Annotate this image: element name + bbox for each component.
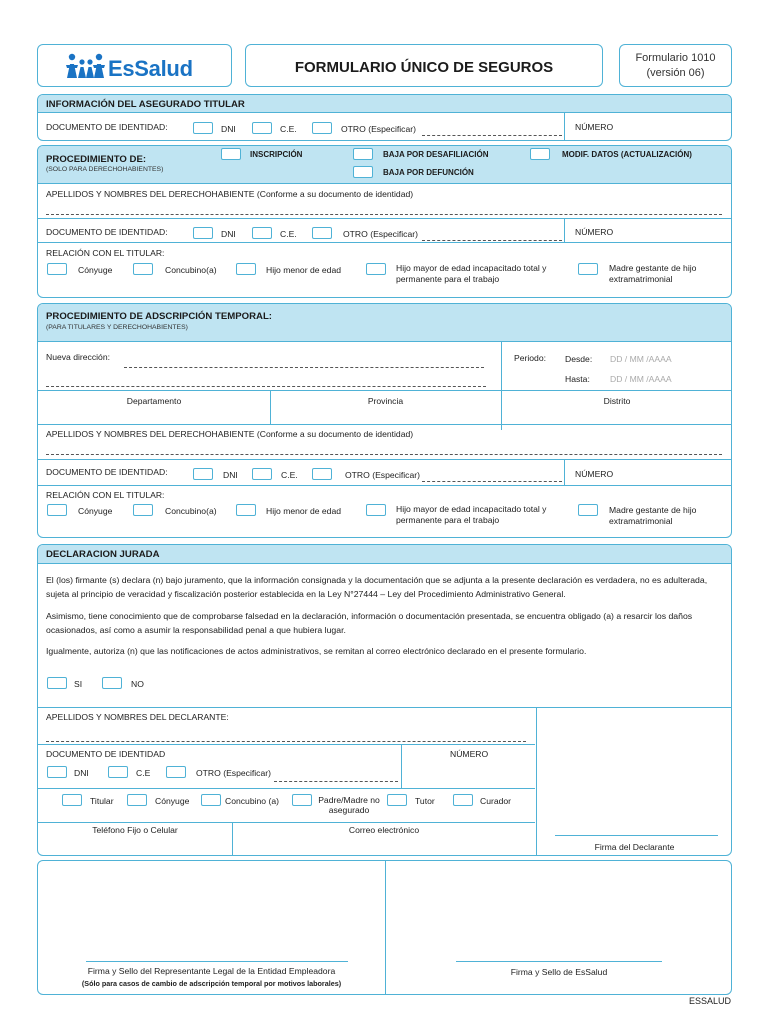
- section-header: [38, 304, 731, 342]
- nueva-direccion-field-2[interactable]: [46, 386, 486, 387]
- numero-label: NÚMERO: [575, 227, 614, 237]
- otro-checkbox[interactable]: [166, 766, 186, 778]
- concubino-label: Concubino(a): [165, 506, 217, 516]
- correo-label: Correo electrónico: [348, 825, 420, 835]
- doc-label: DOCUMENTO DE IDENTIDAD:: [46, 467, 168, 477]
- section-adscripcion: [37, 303, 732, 538]
- otro-field[interactable]: [422, 135, 562, 136]
- section-header: [38, 146, 731, 184]
- title-box: [245, 44, 603, 87]
- relacion-label: RELACIÓN CON EL TITULAR:: [46, 248, 165, 258]
- hasta-date-input[interactable]: DD / MM /AAAA: [610, 374, 672, 384]
- si-label: SI: [74, 679, 83, 689]
- ce-checkbox[interactable]: [252, 227, 272, 239]
- section-subtitle: (PARA TITULARES Y DERECHOHABIENTES): [46, 324, 188, 331]
- otro-checkbox[interactable]: [312, 227, 332, 239]
- dni-label: DNI: [221, 229, 236, 239]
- declaracion-paragraph-2: Asimismo, tiene conocimiento que de comprobarse falsedad en la declaración, información o documentación presentada, se encuentra obligado (a) a resarcir los daños ocasionados, así como a asumir la responsabilidad penal a que hubiera lugar.: [46, 611, 693, 635]
- ce-label: C.E.: [280, 229, 297, 239]
- divider: [536, 707, 537, 855]
- hijo-mayor-label: Hijo mayor de edad incapacitado total y permanente para el trabajo: [396, 263, 547, 284]
- concubino-label: Concubino (a): [225, 796, 279, 806]
- form-number: Formulario 1010: [635, 52, 716, 64]
- divider: [38, 390, 731, 391]
- modif-datos-checkbox[interactable]: [530, 148, 550, 160]
- otro-field[interactable]: [422, 240, 562, 241]
- section-title: DECLARACION JURADA: [46, 549, 160, 560]
- nueva-direccion-field-1[interactable]: [124, 367, 484, 368]
- footer-brand: ESSALUD: [688, 996, 731, 1006]
- divider: [564, 113, 565, 140]
- divider: [38, 485, 731, 486]
- madre-gestante-checkbox[interactable]: [578, 504, 598, 516]
- numero-label: NÚMERO: [575, 469, 614, 479]
- concubino-label: Concubino(a): [165, 265, 217, 275]
- hijo-mayor-checkbox[interactable]: [366, 263, 386, 275]
- conyuge-checkbox[interactable]: [127, 794, 147, 806]
- departamento-label: Departamento: [126, 396, 182, 406]
- madre-gestante-label: Madre gestante de hijo extramatrimonial: [609, 263, 697, 284]
- doc-label: DOCUMENTO DE IDENTIDAD:: [46, 227, 168, 237]
- divider: [38, 744, 535, 745]
- relacion-label: RELACIÓN CON EL TITULAR:: [46, 490, 165, 500]
- section-title: PROCEDIMIENTO DE:: [46, 154, 147, 165]
- baja-defuncion-checkbox[interactable]: [353, 166, 373, 178]
- padre-madre-checkbox[interactable]: [292, 794, 312, 806]
- distrito-label: Distrito: [603, 396, 631, 406]
- apellidos-field[interactable]: [46, 454, 722, 455]
- ce-label: C.E.: [281, 470, 298, 480]
- concubino-checkbox[interactable]: [133, 504, 153, 516]
- apellidos-label: APELLIDOS Y NOMBRES DEL DERECHOHABIENTE (Conforme a su documento de identidad): [46, 189, 414, 199]
- otro-field[interactable]: [422, 481, 562, 482]
- dni-checkbox[interactable]: [193, 122, 213, 134]
- section-header: [38, 545, 731, 564]
- numero-label: NÚMERO: [450, 749, 489, 759]
- no-checkbox[interactable]: [102, 677, 122, 689]
- curador-checkbox[interactable]: [453, 794, 473, 806]
- otro-field[interactable]: [274, 781, 398, 782]
- telefono-label: Teléfono Fijo o Celular: [92, 825, 178, 835]
- section-title: PROCEDIMIENTO DE ADSCRIPCIÓN TEMPORAL:: [46, 311, 272, 322]
- form-title: FORMULARIO ÚNICO DE SEGUROS: [294, 59, 554, 76]
- form-number-box: [619, 44, 732, 87]
- baja-defuncion-label: BAJA POR DEFUNCIÓN: [383, 168, 474, 177]
- ce-label: C.E: [136, 768, 151, 778]
- conyuge-label: Cónyuge: [155, 796, 190, 806]
- tutor-checkbox[interactable]: [387, 794, 407, 806]
- firma-declarante-line[interactable]: [555, 835, 718, 836]
- doc-label: DOCUMENTO DE IDENTIDAD: [46, 749, 166, 759]
- section-firmas: [37, 860, 732, 995]
- divider: [38, 707, 731, 708]
- conyuge-label: Cónyuge: [78, 506, 113, 516]
- concubino-checkbox[interactable]: [201, 794, 221, 806]
- divider: [564, 218, 565, 242]
- dni-checkbox[interactable]: [47, 766, 67, 778]
- divider: [401, 744, 402, 788]
- conyuge-checkbox[interactable]: [47, 263, 67, 275]
- ce-label: C.E.: [280, 124, 297, 134]
- hasta-label: Hasta:: [565, 374, 590, 384]
- desde-label: Desde:: [565, 354, 593, 364]
- firma-declarante-label: Firma del Declarante: [594, 842, 675, 852]
- conyuge-label: Cónyuge: [78, 265, 113, 275]
- firma-essalud-label: Firma y Sello de EsSalud: [510, 967, 608, 977]
- hijo-mayor-label: Hijo mayor de edad incapacitado total y permanente para el trabajo: [396, 504, 547, 525]
- essalud-family-icon: [66, 52, 106, 80]
- hijo-menor-label: Hijo menor de edad: [266, 506, 342, 516]
- hijo-menor-checkbox[interactable]: [236, 504, 256, 516]
- otro-label: OTRO (Especificar): [343, 229, 418, 239]
- conyuge-checkbox[interactable]: [47, 504, 67, 516]
- section-subtitle: (SOLO PARA DERECHOHABIENTES): [46, 166, 164, 173]
- si-checkbox[interactable]: [47, 677, 67, 689]
- dni-label: DNI: [221, 124, 236, 134]
- apellidos-field[interactable]: [46, 214, 722, 215]
- section-header: [38, 95, 731, 113]
- titular-label: Titular: [90, 796, 114, 806]
- apellidos-declarante-field[interactable]: [46, 741, 526, 742]
- ce-checkbox[interactable]: [252, 468, 272, 480]
- no-label: NO: [131, 679, 144, 689]
- inscripcion-checkbox[interactable]: [221, 148, 241, 160]
- divider: [38, 218, 731, 219]
- section-title: INFORMACIÓN DEL ASEGURADO TITULAR: [46, 99, 245, 110]
- nueva-direccion-label: Nueva dirección:: [46, 352, 111, 362]
- hijo-mayor-checkbox[interactable]: [366, 504, 386, 516]
- inscripcion-label: INSCRIPCIÓN: [250, 150, 303, 159]
- concubino-checkbox[interactable]: [133, 263, 153, 275]
- logo-box: [37, 44, 232, 87]
- section-procedimiento: [37, 145, 732, 298]
- divider: [38, 459, 731, 460]
- dni-checkbox[interactable]: [193, 227, 213, 239]
- madre-gestante-checkbox[interactable]: [578, 263, 598, 275]
- divider: [38, 242, 731, 243]
- periodo-label: Periodo:: [514, 353, 547, 363]
- firma-empleadora-note: (Sólo para casos de cambio de adscripción temporal por motivos laborales): [81, 979, 342, 988]
- desde-date-input[interactable]: DD / MM /AAAA: [610, 354, 672, 364]
- padre-madre-label: Padre/Madre no asegurado: [318, 795, 380, 815]
- section-declaracion: [37, 544, 732, 856]
- firma-empleadora-line[interactable]: [86, 961, 348, 962]
- apellidos-label: APELLIDOS Y NOMBRES DEL DERECHOHABIENTE (Conforme a su documento de identidad): [46, 429, 414, 439]
- divider: [564, 459, 565, 485]
- declaracion-paragraph-3: Igualmente, autoriza (n) que las notificaciones de actos administrativos, se remitan al correo electrónico declarado en el presente formulario.: [46, 646, 587, 656]
- divider: [38, 822, 535, 823]
- declaracion-paragraph-1: El (los) firmante (s) declara (n) bajo juramento, que la información consignada y la documentación que se adjunta a la presente declaración es verdadera, no es adulterada, sujeta al principio de veracidad y fiscalización posterior establecida en la Ley N°27444 – Ley del Procedimiento Administrativo General.: [46, 575, 708, 599]
- section-titular: [37, 94, 732, 141]
- apellidos-declarante-label: APELLIDOS Y NOMBRES DEL DECLARANTE:: [46, 712, 229, 722]
- tutor-label: Tutor: [415, 796, 435, 806]
- otro-checkbox[interactable]: [312, 468, 332, 480]
- madre-gestante-label: Madre gestante de hijo extramatrimonial: [609, 505, 697, 526]
- firma-empleadora-label: Firma y Sello del Representante Legal de la Entidad Empleadora: [87, 966, 336, 976]
- divider: [38, 788, 535, 789]
- divider: [38, 424, 731, 425]
- baja-desafiliacion-checkbox[interactable]: [353, 148, 373, 160]
- dni-checkbox[interactable]: [193, 468, 213, 480]
- essalud-logo-text: EsSalud: [108, 56, 193, 81]
- dni-label: DNI: [223, 470, 238, 480]
- titular-checkbox[interactable]: [62, 794, 82, 806]
- curador-label: Curador: [480, 796, 512, 806]
- divider: [501, 342, 502, 430]
- baja-desafiliacion-label: BAJA POR DESAFILIACIÓN: [383, 150, 489, 159]
- otro-label: OTRO (Especificar): [196, 768, 271, 778]
- modif-datos-label: MODIF. DATOS (ACTUALIZACIÓN): [562, 150, 692, 159]
- otro-label: OTRO (Especificar): [341, 124, 416, 134]
- firma-essalud-line[interactable]: [456, 961, 662, 962]
- form-version: (versión 06): [646, 67, 705, 79]
- otro-label: OTRO (Especificar): [345, 470, 420, 480]
- doc-label: DOCUMENTO DE IDENTIDAD:: [46, 122, 168, 132]
- otro-checkbox[interactable]: [312, 122, 332, 134]
- ce-checkbox[interactable]: [252, 122, 272, 134]
- hijo-menor-checkbox[interactable]: [236, 263, 256, 275]
- ce-checkbox[interactable]: [108, 766, 128, 778]
- provincia-label: Provincia: [367, 396, 404, 406]
- hijo-menor-label: Hijo menor de edad: [266, 265, 342, 275]
- numero-label: NÚMERO: [575, 122, 614, 132]
- dni-label: DNI: [74, 768, 89, 778]
